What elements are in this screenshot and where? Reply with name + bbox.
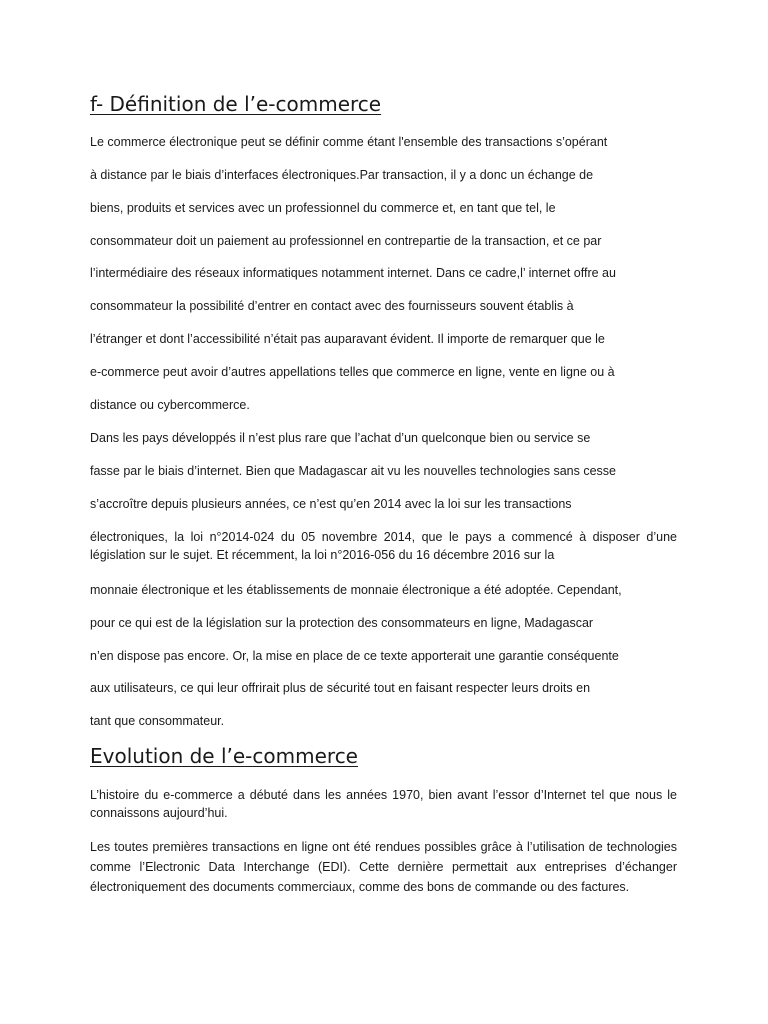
paragraph-line: biens, produits et services avec un professionnel du commerce et, en tant que tel, le <box>90 201 556 215</box>
paragraph-line: l’étranger et dont l’accessibilité n’était pas auparavant évident. Il importe de remarquer que le <box>90 332 605 346</box>
paragraph-line: distance ou cybercommerce. <box>90 398 250 412</box>
paragraph-line: consommateur doit un paiement au professionnel en contrepartie de la transaction, et ce par <box>90 234 602 248</box>
paragraph-line: consommateur la possibilité d’entrer en contact avec des fournisseurs souvent établis à <box>90 299 574 313</box>
paragraph-line: fasse par le biais d’internet. Bien que Madagascar ait vu les nouvelles technologies sans cesse <box>90 464 617 478</box>
paragraph-line: monnaie électronique et les établissements de monnaie électronique a été adoptée. Cependant, <box>90 583 622 597</box>
paragraph-line: n’en dispose pas encore. Or, la mise en place de ce texte apporterait une garantie conséquente <box>90 649 619 663</box>
paragraph-line: l’intermédiaire des réseaux informatiques notamment internet. Dans ce cadre,l’ internet offre au <box>90 266 616 280</box>
paragraph-line: électroniquement des documents commerciaux, comme des bons de commande ou des factures. <box>90 880 630 894</box>
paragraph-line: à distance par le biais d’interfaces électroniques.Par transaction, il y a donc un échange de <box>90 168 594 182</box>
paragraph-line: Dans les pays développés il n’est plus rare que l’achat d’un quelconque bien ou service se <box>90 431 591 445</box>
section-heading-evolution: Evolution de l’e-commerce <box>90 744 358 768</box>
paragraph-line: s’accroître depuis plusieurs années, ce n’est qu’en 2014 avec la loi sur les transactions <box>90 497 572 511</box>
paragraph-line: connaissons aujourd’hui. <box>90 806 228 820</box>
paragraph-line: législation sur le sujet. Et récemment, la loi n°2016-056 du 16 décembre 2016 sur la <box>90 548 555 562</box>
paragraph-line: électroniques, la loi n°2014-024 du 05 novembre 2014, que le pays a commencé à disposer d’une <box>90 530 677 544</box>
paragraph-line: tant que consommateur. <box>90 714 225 728</box>
paragraph-line: L’histoire du e-commerce a débuté dans les années 1970, bien avant l’essor d’Internet tel que nous le <box>90 788 677 802</box>
paragraph-line: comme l’Electronic Data Interchange (EDI). Cette dernière permettait aux entreprises d’échanger <box>90 860 677 874</box>
paragraph-line: Le commerce électronique peut se définir comme étant l'ensemble des transactions s’opérant <box>90 135 608 149</box>
paragraph-line: pour ce qui est de la législation sur la protection des consommateurs en ligne, Madagascar <box>90 616 594 630</box>
paragraph-line: Les toutes premières transactions en ligne ont été rendues possibles grâce à l’utilisation de technologies <box>90 840 677 854</box>
paragraph-line: e-commerce peut avoir d’autres appellations telles que commerce en ligne, vente en ligne ou à <box>90 365 615 379</box>
section-heading-definition: f- Définition de l’e-commerce <box>90 92 382 116</box>
paragraph-line: aux utilisateurs, ce qui leur offrirait plus de sécurité tout en faisant respecter leurs droits en <box>90 681 591 695</box>
